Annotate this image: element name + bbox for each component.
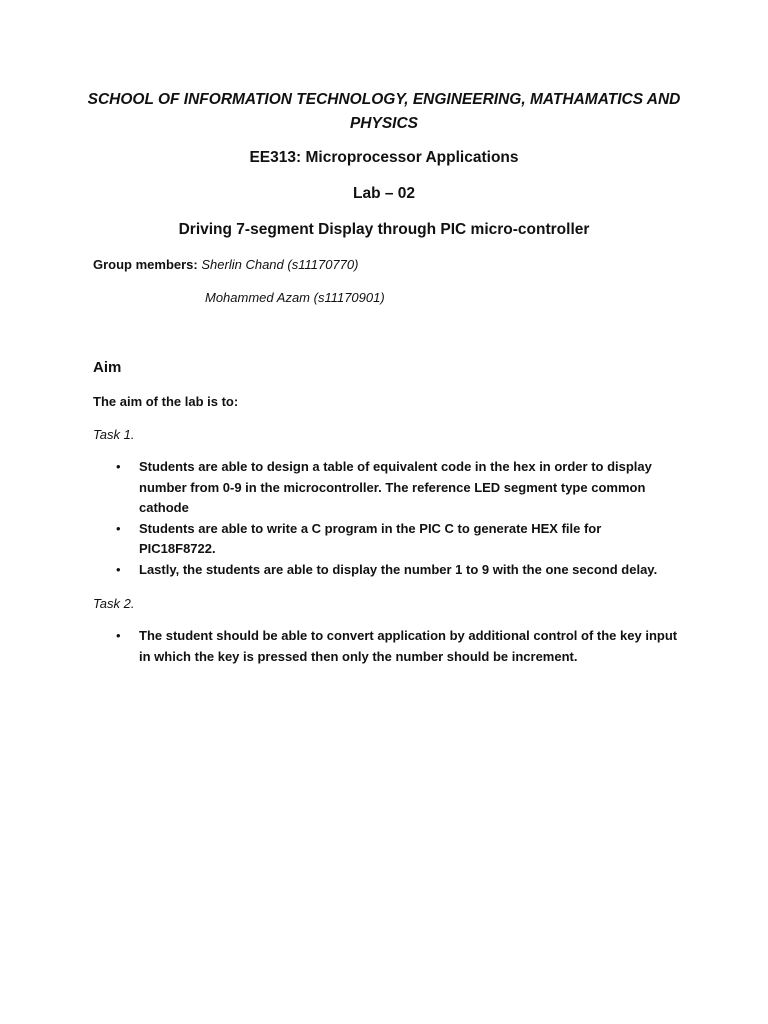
bullet-icon: • bbox=[116, 628, 121, 643]
group-member-1: Sherlin Chand (s11170770) bbox=[201, 257, 359, 272]
task1-item bbox=[0, 457, 679, 519]
task1-item-text: Lastly, the students are able to display the number 1 to 9 with the one second delay. bbox=[139, 561, 658, 577]
group-members-row bbox=[93, 256, 358, 274]
group-member-2: Mohammed Azam (s11170901) bbox=[205, 290, 385, 305]
task2-item bbox=[0, 626, 679, 667]
aim-heading: Aim bbox=[93, 359, 122, 376]
bullet-icon: • bbox=[116, 520, 121, 536]
task1-item-text: Students are able to design a table of equivalent code in the hex in order to display number from 0-9 in the microcontroller. The reference LED segment type common cathode bbox=[139, 459, 652, 515]
bullet-icon: • bbox=[116, 561, 121, 577]
task2-item-text: The student should be able to convert application by additional control of the key input in which the key is pressed then only the number should be increment. bbox=[139, 628, 678, 664]
task2-label: Task 2. bbox=[93, 596, 135, 611]
aim-intro: The aim of the lab is to: bbox=[93, 394, 239, 409]
task1-label: Task 1. bbox=[93, 427, 135, 442]
group-members-label: Group members: bbox=[93, 257, 198, 272]
lab-subject: Driving 7-segment Display through PIC micro-controller bbox=[178, 221, 590, 238]
task1-item-text: Students are able to write a C program in the PIC C to generate HEX file for PIC18F8722. bbox=[139, 520, 602, 556]
bullet-icon: • bbox=[116, 459, 121, 474]
lab-number: Lab – 02 bbox=[352, 185, 416, 202]
task1-list bbox=[0, 457, 679, 580]
task1-item bbox=[0, 560, 679, 581]
course-title: EE313: Microprocessor Applications bbox=[249, 149, 519, 166]
task1-item bbox=[0, 519, 679, 560]
task2-list bbox=[0, 626, 679, 667]
school-title: SCHOOL OF INFORMATION TECHNOLOGY, ENGINEERING, MATHAMATICS AND PHYSICS bbox=[87, 91, 681, 132]
